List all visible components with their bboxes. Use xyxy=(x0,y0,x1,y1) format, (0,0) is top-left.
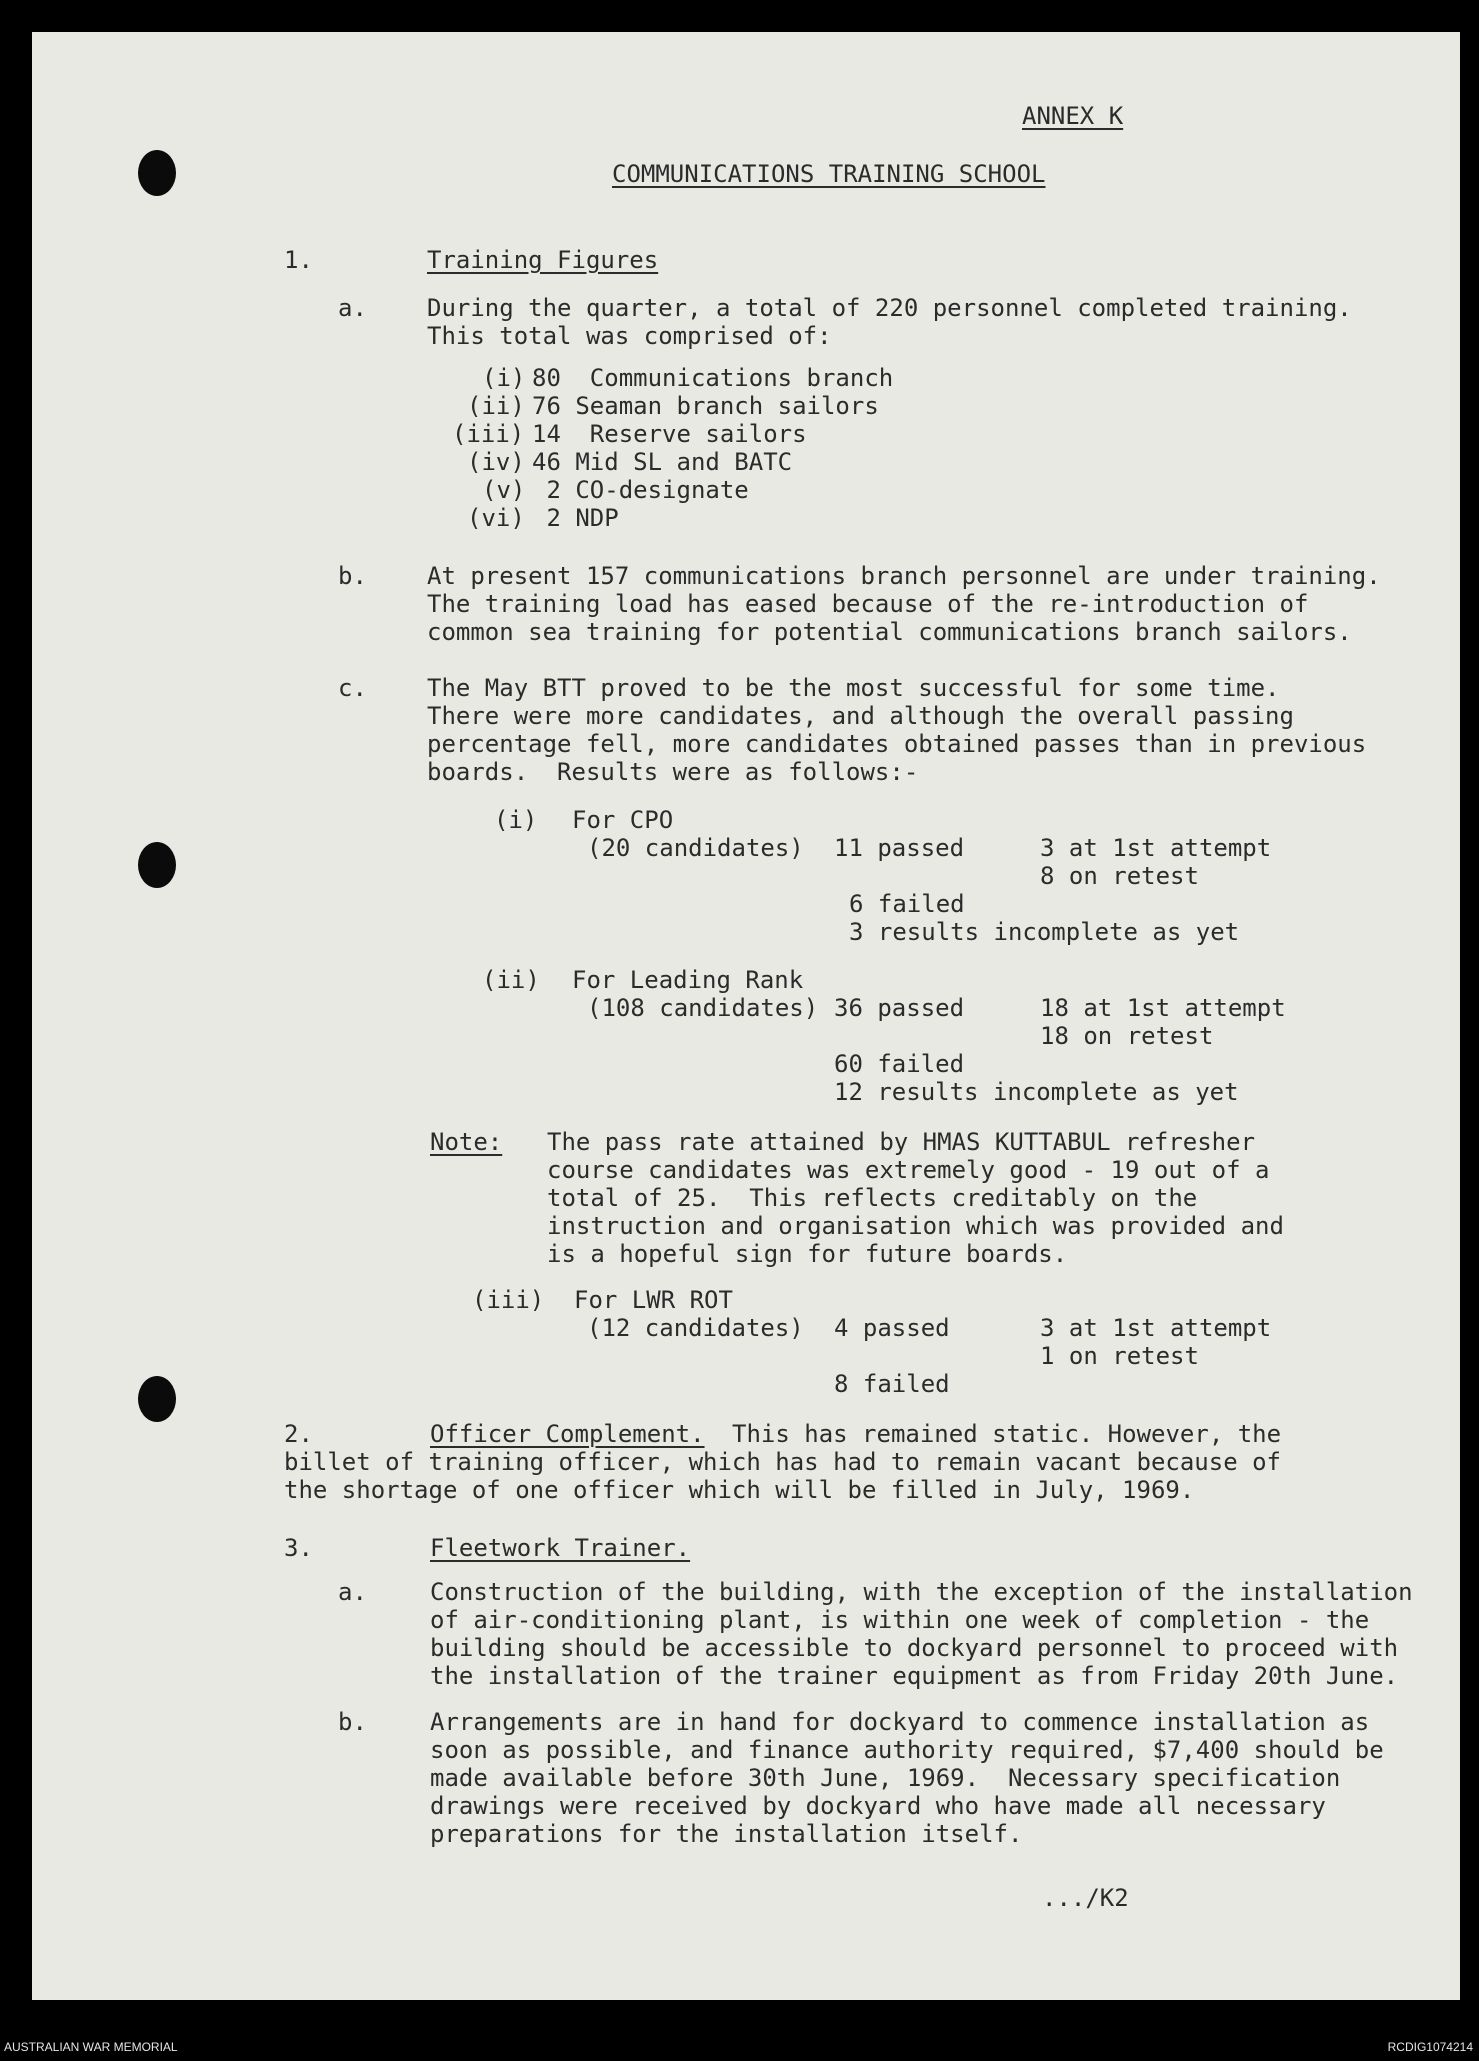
result-title: For CPO xyxy=(572,806,674,834)
list-item-text: 80 Communications branch xyxy=(532,364,894,392)
list-item-num: (iii) xyxy=(452,420,525,448)
para-line: During the quarter, a total of 220 personnel completed training. xyxy=(427,294,1352,322)
punch-hole xyxy=(138,150,176,196)
result-first-attempt: 3 at 1st attempt xyxy=(1040,834,1272,862)
para-line: There were more candidates, and although the overall passing xyxy=(427,702,1294,730)
para-line: Arrangements are in hand for dockyard to commence installation as xyxy=(430,1708,1370,1736)
continuation-ref: .../K2 xyxy=(1042,1884,1129,1912)
para-line: At present 157 communications branch personnel are under training. xyxy=(427,562,1381,590)
para-line: The training load has eased because of the re-introduction of xyxy=(427,590,1309,618)
annex-label: ANNEX K xyxy=(1022,102,1124,130)
para-line: The May BTT proved to be the most successful for some time. xyxy=(427,674,1280,702)
list-item-num: (i) xyxy=(482,364,526,392)
para-line: made available before 30th June, 1969. Necessary specification xyxy=(430,1764,1341,1792)
result-passed: 4 passed xyxy=(834,1314,950,1342)
note-line: total of 25. This reflects creditably on the xyxy=(547,1184,1198,1212)
para-line: billet of training officer, which has had to remain vacant because of xyxy=(284,1448,1281,1476)
para-line: percentage fell, more candidates obtained passes than in previous xyxy=(427,730,1367,758)
note-label: Note: xyxy=(430,1128,503,1156)
document-page xyxy=(32,32,1460,2000)
para-line: building should be accessible to dockyard personnel to proceed with xyxy=(430,1634,1399,1662)
punch-hole xyxy=(138,1376,176,1422)
archive-id: RCDIG1074214 xyxy=(1387,2040,1473,2054)
result-incomplete: 3 results incomplete as yet xyxy=(849,918,1240,946)
result-failed: 6 failed xyxy=(849,890,965,918)
para-line: of air-conditioning plant, is within one week of completion - the xyxy=(430,1606,1370,1634)
result-incomplete: 12 results incomplete as yet xyxy=(834,1078,1239,1106)
result-title: For Leading Rank xyxy=(572,966,804,994)
section-number: 1. xyxy=(284,246,313,274)
para-label: b. xyxy=(338,562,367,590)
para-line: This has remained static. However, the xyxy=(732,1420,1282,1448)
para-label: b. xyxy=(338,1708,367,1736)
result-passed: 11 passed xyxy=(834,834,965,862)
list-item-num: (iv) xyxy=(467,448,525,476)
para-label: a. xyxy=(338,1578,367,1606)
para-line: the installation of the trainer equipment as from Friday 20th June. xyxy=(430,1662,1399,1690)
list-item-text: 14 Reserve sailors xyxy=(532,420,807,448)
note-line: The pass rate attained by HMAS KUTTABUL refresher xyxy=(547,1128,1256,1156)
archive-credit: AUSTRALIAN WAR MEMORIAL xyxy=(4,2040,178,2054)
result-candidates: (20 candidates) xyxy=(587,834,804,862)
para-line: preparations for the installation itself. xyxy=(430,1820,1023,1848)
result-retest: 18 on retest xyxy=(1040,1022,1214,1050)
para-line: Construction of the building, with the exception of the installation xyxy=(430,1578,1413,1606)
para-line: the shortage of one officer which will be filled in July, 1969. xyxy=(284,1476,1195,1504)
section-number: 2. xyxy=(284,1420,313,1448)
result-retest: 1 on retest xyxy=(1040,1342,1199,1370)
result-num: (iii) xyxy=(472,1286,545,1314)
result-title: For LWR ROT xyxy=(574,1286,733,1314)
note-line: is a hopeful sign for future boards. xyxy=(547,1240,1068,1268)
result-first-attempt: 3 at 1st attempt xyxy=(1040,1314,1272,1342)
result-failed: 8 failed xyxy=(834,1370,950,1398)
result-candidates: (108 candidates) xyxy=(587,994,819,1022)
result-retest: 8 on retest xyxy=(1040,862,1199,890)
list-item-text: 46 Mid SL and BATC xyxy=(532,448,793,476)
para-label: c. xyxy=(338,674,367,702)
section-heading: Officer Complement. xyxy=(430,1420,705,1448)
page-title: COMMUNICATIONS TRAINING SCHOOL xyxy=(612,160,1046,188)
list-item-text: 76 Seaman branch sailors xyxy=(532,392,879,420)
list-item-num: (v) xyxy=(482,476,526,504)
list-item-text: 2 NDP xyxy=(532,504,619,532)
para-line: drawings were received by dockyard who have made all necessary xyxy=(430,1792,1326,1820)
section-heading: Fleetwork Trainer. xyxy=(430,1534,691,1562)
note-line: course candidates was extremely good - 19 out of a xyxy=(547,1156,1270,1184)
result-num: (ii) xyxy=(482,966,540,994)
para-line: common sea training for potential communications branch sailors. xyxy=(427,618,1352,646)
result-failed: 60 failed xyxy=(834,1050,965,1078)
result-num: (i) xyxy=(494,806,538,834)
list-item-num: (vi) xyxy=(467,504,525,532)
result-candidates: (12 candidates) xyxy=(587,1314,804,1342)
result-passed: 36 passed xyxy=(834,994,965,1022)
list-item-num: (ii) xyxy=(467,392,525,420)
para-line: boards. Results were as follows:- xyxy=(427,758,919,786)
result-first-attempt: 18 at 1st attempt xyxy=(1040,994,1286,1022)
section-heading: Training Figures xyxy=(427,246,659,274)
para-line: soon as possible, and finance authority required, $7,400 should be xyxy=(430,1736,1384,1764)
section-number: 3. xyxy=(284,1534,313,1562)
list-item-text: 2 CO-designate xyxy=(532,476,749,504)
note-line: instruction and organisation which was provided and xyxy=(547,1212,1284,1240)
para-label: a. xyxy=(338,294,367,322)
para-line: This total was comprised of: xyxy=(427,322,832,350)
punch-hole xyxy=(138,842,176,888)
